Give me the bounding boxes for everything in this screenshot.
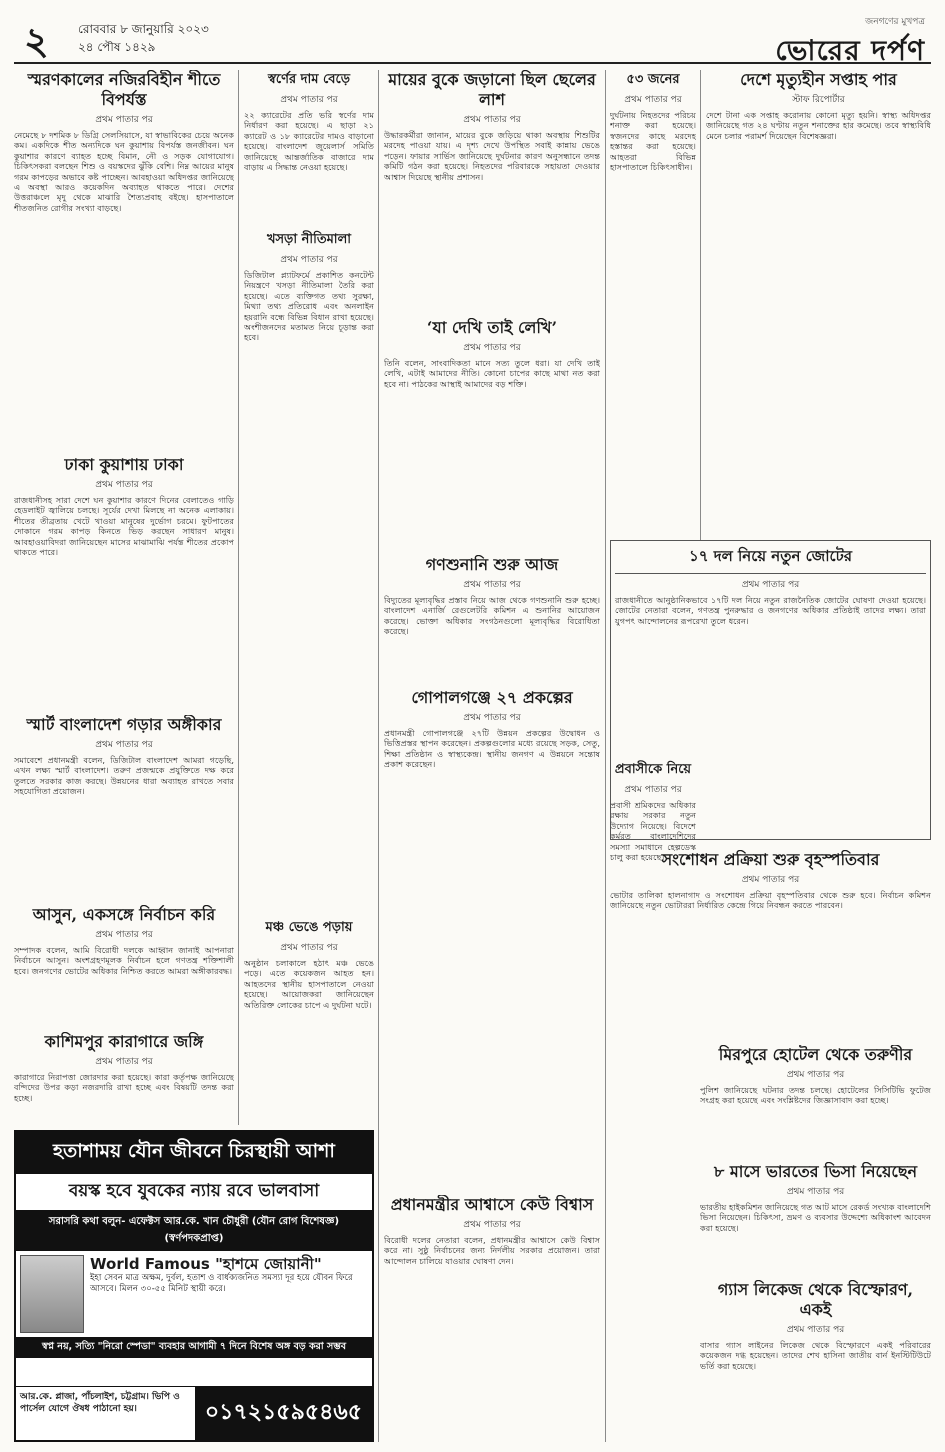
ad-contact-bar: সরাসরি কথা বলুন- এফেক্টস আর.কে. খান চৌধুরী (যৌন রোগ বিশেষজ্ঞ) (স্বর্ণপদকপ্রাপ্ত) <box>16 1211 372 1251</box>
page-header <box>14 8 931 67</box>
article-headline: গণশুনানি শুরু আজ <box>425 555 559 574</box>
article-boxed <box>610 540 931 840</box>
article-headline: সংশোধন প্রক্রিয়া শুরু বৃহস্পতিবার <box>661 850 880 869</box>
article-headline: ১৭ দল নিয়ে নতুন জোটের <box>615 545 926 574</box>
article-body: বাসার গ্যাস লাইনের লিকেজ থেকে বিস্ফোরণে একই পরিবারের কয়েকজন দগ্ধ হয়েছেন। তাদের শেখ হাসিনা জাতীয় বার্ন ইনস্টিটিউটে ভর্তি করা হয়েছে। <box>700 1340 931 1371</box>
article-body: অনুষ্ঠান চলাকালে হঠাৎ মঞ্চ ভেঙে পড়ে। এতে কয়েকজন আহত হন। আহতদের স্থানীয় হাসপাতালে নেওয়া হয়েছে। আয়োজকরা জানিয়েছেন অতিরিক্ত লোকের চাপে এ দুর্ঘটনা ঘটে। <box>244 958 374 1010</box>
ad-headline-2: বয়স্ক হবে যুবকের ন্যায় রবে ভালবাসা <box>16 1174 372 1211</box>
article-headline: স্মরণকালের নজিরবিহীন শীতে বিপর্যস্ত <box>27 70 221 109</box>
article-byline: প্রথম পাতার পর <box>786 1187 845 1197</box>
article-byline: প্রথম পাতার পর <box>786 1325 845 1335</box>
article-body: ভোটার তালিকা হালনাগাদ ও সংশোধন প্রক্রিয়া বৃহস্পতিবার থেকে শুরু হবে। নির্বাচন কমিশন জানিয়েছে নতুন ভোটাররা নির্ধারিত কেন্দ্রে গিয়ে নিবন্ধন করতে পারবেন। <box>610 890 931 911</box>
article <box>384 555 600 680</box>
ad-description: ইহা সেবন মাত্র অক্ষম, দুর্বল, হতাশ ও বার্ধক্যজনিত সমস্যা দূর হয়ে যৌবন ফিরে আসবে। মিলন ৩০-৫৫ মিনিট স্থায়ী করে। <box>90 1273 353 1294</box>
article-headline: ‘যা দেখি তাই লেখি’ <box>426 318 558 337</box>
article-body: বিরোধী দলের নেতারা বলেন, প্রধানমন্ত্রীর আশ্বাসে কেউ বিশ্বাস করে না। সুষ্ঠু নির্বাচনের জন্য নির্দলীয় সরকার প্রয়োজন। তারা আন্দোলন চালিয়ে যাওয়ার ঘোষণা দেন। <box>384 1235 600 1266</box>
article-headline: মঞ্চ ভেঙে পড়ায় <box>265 920 353 935</box>
article-byline: প্রথম পাতার পর <box>741 875 800 885</box>
article <box>700 1162 931 1272</box>
article <box>384 1195 600 1442</box>
column-rule <box>378 70 379 1442</box>
article-byline: প্রথম পাতার পর <box>463 580 521 590</box>
article-byline: প্রথম পাতার পর <box>95 115 153 125</box>
article <box>384 688 600 1188</box>
article-headline: মায়ের বুকে জড়ানো ছিল ছেলের লাশ <box>388 70 596 109</box>
article <box>14 715 234 895</box>
article-headline: গোপালগঞ্জে ২৭ প্রকল্পের <box>411 688 573 707</box>
article-body: বিদ্যুতের মূল্যবৃদ্ধির প্রস্তাব নিয়ে আজ থেকে গণশুনানি শুরু হচ্ছে। বাংলাদেশ এনার্জি রেগুলেটরি কমিশন এ শুনানির আয়োজন করেছে। ভোক্তা অধিকার সংগঠনগুলো মূল্যবৃদ্ধির বিরোধিতা করেছে। <box>384 595 600 637</box>
article-body: ভারতীয় হাইকমিশন জানিয়েছে গত আট মাসে রেকর্ড সংখ্যক বাংলাদেশি ভিসা নিয়েছেন। চিকিৎসা, ভ্রমণ ও ব্যবসার উদ্দেশ্যে অধিকাংশ আবেদন করা হয়েছে। <box>700 1202 931 1233</box>
article-headline: স্বর্ণের দাম বেড়ে <box>267 72 351 87</box>
article-byline: প্রথম পাতার পর <box>463 713 521 723</box>
doctor-photo <box>20 1255 84 1333</box>
article <box>14 70 234 445</box>
article-byline: প্রথম পাতার পর <box>463 115 521 125</box>
article-body: প্রবাসী শ্রমিকদের অধিকার রক্ষায় সরকার নতুন উদ্যোগ নিয়েছে। বিদেশে কর্মরত বাংলাদেশিদের সমস্যা সমাধানে হেল্পডেস্ক চালু করা হয়েছে। <box>610 800 696 863</box>
ad-body <box>16 1251 372 1337</box>
article-headline: ঢাকা কুয়াশায় ঢাকা <box>64 455 184 474</box>
masthead-logo <box>775 14 925 76</box>
article <box>244 230 374 910</box>
article-byline: প্রথম পাতার পর <box>741 580 800 590</box>
ad-footer <box>16 1386 372 1440</box>
article-body: সমাবেশে প্রধানমন্ত্রী বলেন, ডিজিটাল বাংলাদেশ আমরা গড়েছি, এখন লক্ষ্য স্মার্ট বাংলাদেশ। তরুণ প্রজন্মকে প্রযুক্তিতে দক্ষ করে তুলতে সরকার কাজ করছে। উন্নয়নের ধারা অব্যাহত রাখতে সবার সহযোগিতা প্রয়োজন। <box>14 755 234 797</box>
article <box>14 455 234 705</box>
article-headline: মিরপুরে হোটেল থেকে তরুণীর <box>718 1045 913 1064</box>
date-block <box>78 20 209 56</box>
article <box>610 850 931 1035</box>
article-body: পুলিশ জানিয়েছে ঘটনার তদন্ত চলছে। হোটেলের সিসিটিভি ফুটেজ সংগ্রহ করা হয়েছে এবং সংশ্লিষ্টদের জিজ্ঞাসাবাদ করা হচ্ছে। <box>700 1085 931 1106</box>
date-bangla: ২৪ পৌষ ১৪২৯ <box>78 40 156 54</box>
article <box>14 1032 234 1124</box>
advertisement <box>14 1130 374 1442</box>
article-headline: আসুন, একসঙ্গে নির্বাচন করি <box>32 905 216 924</box>
article <box>384 318 600 548</box>
logo-name: ভোরের দর্পণ <box>775 34 925 67</box>
article-byline: প্রথম পাতার পর <box>624 785 682 795</box>
article <box>700 1045 931 1155</box>
article-body: সম্পাদক বলেন, আমি বিরোধী দলকে আহ্বান জানাই আপনারা নির্বাচনে আসুন। অংশগ্রহণমূলক নির্বাচন হলে গণতন্ত্র শক্তিশালী হবে। জনগণের ভোটের অধিকার নিশ্চিত করতে আমরা অঙ্গীকারবদ্ধ। <box>14 945 234 976</box>
article-body: প্রধানমন্ত্রী গোপালগঞ্জে ২৭টি উন্নয়ন প্রকল্পের উদ্বোধন ও ভিত্তিপ্রস্তর স্থাপন করেছেন। প্রকল্পগুলোর মধ্যে রয়েছে সড়ক, সেতু, শিক্ষা প্রতিষ্ঠান ও স্বাস্থ্যকেন্দ্র। স্থানীয় জনগণ এ উন্নয়নে সন্তোষ প্রকাশ করেছেন। <box>384 728 600 770</box>
article <box>700 1280 931 1442</box>
article-body: ২২ ক্যারেটের প্রতি ভরি স্বর্ণের দাম নির্ধারণ করা হয়েছে। এ ছাড়া ২১ ক্যারেট ও ১৮ ক্যারেটের দামও বাড়ানো হয়েছে। বাংলাদেশ জুয়েলার্স সমিতি জানিয়েছে আন্তর্জাতিক বাজারে দাম বাড়ায় এ সিদ্ধান্ত নেওয়া হয়েছে। <box>244 110 374 173</box>
date-gregorian: রোববার ৮ জানুয়ারি ২০২৩ <box>78 22 209 36</box>
article-byline: স্টাফ রিপোর্টার <box>792 95 845 105</box>
article-byline: প্রথম পাতার পর <box>624 95 682 105</box>
article-byline: প্রথম পাতার পর <box>95 1057 153 1067</box>
article-byline: প্রথম পাতার পর <box>280 943 338 953</box>
article <box>384 70 600 310</box>
article-byline: প্রথম পাতার পর <box>786 1070 845 1080</box>
article <box>244 918 374 1123</box>
logo-tagline: জনগণের মুখপত্র <box>865 17 925 27</box>
article-body: কারাগারে নিরাপত্তা জোরদার করা হয়েছে। কারা কর্তৃপক্ষ জানিয়েছে বন্দিদের উপর কড়া নজরদারি রাখা হচ্ছে এবং বিষয়টি তদন্ত করা হচ্ছে। <box>14 1072 234 1103</box>
article-body: নেমেছে ৮ দশমিক ৮ ডিগ্রি সেলসিয়াসে, যা স্বাভাবিকের চেয়ে অনেক কম। একদিকে শীত অন্যদিকে ঘন কুয়াশায় বিপর্যস্ত জনজীবন। ঘন কুয়াশার কারণে ব্যাহত হচ্ছে বিমান, নৌ ও সড়ক যোগাযোগ। চিকিৎসকরা বলছেন শিশু ও বয়স্কদের ঝুঁকি বেশি। নিম্ন আয়ের মানুষ গরম কাপড়ের অভাবে কষ্ট পাচ্ছেন। আবহাওয়া অধিদপ্তর জানিয়েছে এ অবস্থা আরও কয়েকদিন অব্যাহত থাকতে পারে। দেশের উত্তরাঞ্চলে মৃদু থেকে মাঝারি শৈত্যপ্রবাহ বইছে। হাসপাতালে শীতজনিত রোগীর সংখ্যা বাড়ছে। <box>14 130 234 213</box>
article-body: ডিজিটাল প্ল্যাটফর্মে প্রকাশিত কনটেন্ট নিয়ন্ত্রণে খসড়া নীতিমালা তৈরি করা হয়েছে। এতে ব্যক্তিগত তথ্য সুরক্ষা, মিথ্যা তথ্য প্রতিরোধ এবং অনলাইন হয়রানি বন্ধে বিভিন্ন বিধান রাখা হয়েছে। অংশীজনদের মতামত নিয়ে চূড়ান্ত করা হবে। <box>244 270 374 343</box>
article-byline: প্রথম পাতার পর <box>280 255 338 265</box>
article <box>14 905 234 1025</box>
article <box>244 70 374 220</box>
article-byline: প্রথম পাতার পর <box>463 1220 521 1230</box>
article-headline: কাশিমপুর কারাগারে জঙ্গি <box>44 1032 204 1051</box>
article-headline: ৫৩ জনের <box>626 72 680 87</box>
article-body: দুর্ঘটনায় নিহতদের পরিচয় শনাক্ত করা হয়েছে। স্বজনদের কাছে মরদেহ হস্তান্তর করা হয়েছে। আহতরা বিভিন্ন হাসপাতালে চিকিৎসাধীন। <box>610 110 696 173</box>
article <box>706 70 931 270</box>
ad-phone[interactable]: ০১৭২১৫৯৫৪৬৫ <box>195 1387 372 1440</box>
article-body: দেশে টানা এক সপ্তাহ করোনায় কোনো মৃত্যু হয়নি। স্বাস্থ্য অধিদপ্তর জানিয়েছে গত ২৪ ঘণ্টায় নতুন শনাক্তের হার কমেছে। তবে স্বাস্থ্যবিধি মেনে চলার পরামর্শ দিয়েছেন বিশেষজ্ঞরা। <box>706 110 931 141</box>
article-headline: ৮ মাসে ভারতের ভিসা নিয়েছেন <box>713 1162 918 1181</box>
ad-headline-1: হতাশাময় যৌন জীবনে চিরস্থায়ী আশা <box>16 1132 372 1174</box>
article-headline: প্রধানমন্ত্রীর আশ্বাসে কেউ বিশ্বাস <box>390 1195 594 1214</box>
article-headline: প্রবাসীকে নিয়ে <box>614 762 692 777</box>
article-headline: দেশে মৃত্যুহীন সপ্তাহ পার <box>740 70 897 89</box>
article-headline: গ্যাস লিকেজ থেকে বিস্ফোরণ, একই <box>717 1280 914 1319</box>
ad-product-title: World Famous "হাশমে জোয়ানী" <box>90 1255 322 1273</box>
article-headline: খসড়া নীতিমালা <box>266 232 352 247</box>
article-byline: প্রথম পাতার পর <box>95 480 153 490</box>
column-rule <box>605 70 606 1442</box>
ad-text <box>90 1255 368 1333</box>
article-byline: প্রথম পাতার পর <box>95 740 153 750</box>
article-body: উদ্ধারকর্মীরা জানান, মায়ের বুকে জড়িয়ে থাকা অবস্থায় শিশুটির মরদেহ পাওয়া যায়। এ দৃশ্য দেখে উপস্থিত সবাই কান্নায় ভেঙে পড়েন। ফায়ার সার্ভিস জানিয়েছে দুর্ঘটনার কারণ অনুসন্ধানে তদন্ত কমিটি গঠন করা হয়েছে। নিহতদের পরিবারকে সহায়তা দেওয়ার আশ্বাস দিয়েছে স্থানীয় প্রশাসন। <box>384 130 600 182</box>
ad-guarantee-bar: স্বপ্ন নয়, সত্যি "নিরো স্পেডা" ব্যবহার আগামী ৭ দিনে বিশেষ অঙ্গ বড় করা সম্ভব <box>16 1337 372 1358</box>
page-number: ২ <box>24 19 49 63</box>
column-rule <box>700 70 701 540</box>
article-byline: প্রথম পাতার পর <box>95 930 153 940</box>
article-body: রাজধানীসহ সারা দেশে ঘন কুয়াশার কারণে দিনের বেলাতেও গাড়ি হেডলাইট জ্বালিয়ে চলছে। সূর্যের দেখা মিলছে না অনেক এলাকায়। শীতের তীব্রতায় খেটে খাওয়া মানুষের দুর্ভোগ চরমে। ফুটপাতের দোকানে গরম কাপড় কিনতে ভিড় করছেন সাধারণ মানুষ। আবহাওয়াবিদরা জানিয়েছেন মাসের মাঝামাঝি পর্যন্ত শীতের প্রকোপ থাকতে পারে। <box>14 495 234 558</box>
article-headline: স্মার্ট বাংলাদেশ গড়ার অঙ্গীকার <box>26 715 222 734</box>
ad-address: আর.কে. প্লাজা, পাঁচলাইশ, চট্টগ্রাম। ভিপি ও পার্সেল যোগে ঔষধ পাঠানো হয়। <box>20 1392 180 1414</box>
article-byline: প্রথম পাতার পর <box>280 95 338 105</box>
column-rule <box>238 70 239 1125</box>
article-body: রাজধানীতে আনুষ্ঠানিকভাবে ১৭টি দল নিয়ে নতুন রাজনৈতিক জোটের ঘোষণা দেওয়া হয়েছে। জোটের নেতারা বলেন, গণতন্ত্র পুনরুদ্ধার ও জনগণের অধিকার প্রতিষ্ঠাই তাদের লক্ষ্য। তারা যুগপৎ আন্দোলনের রূপরেখা তুলে ধরেন। <box>615 595 926 626</box>
article-body: তিনি বলেন, সাংবাদিকতা মানে সত্য তুলে ধরা। যা দেখি তাই লেখি, এটাই আমাদের নীতি। কোনো চাপের কাছে মাথা নত করা হবে না। পাঠকের আস্থাই আমাদের বড় শক্তি। <box>384 358 600 389</box>
article-byline: প্রথম পাতার পর <box>463 343 521 353</box>
